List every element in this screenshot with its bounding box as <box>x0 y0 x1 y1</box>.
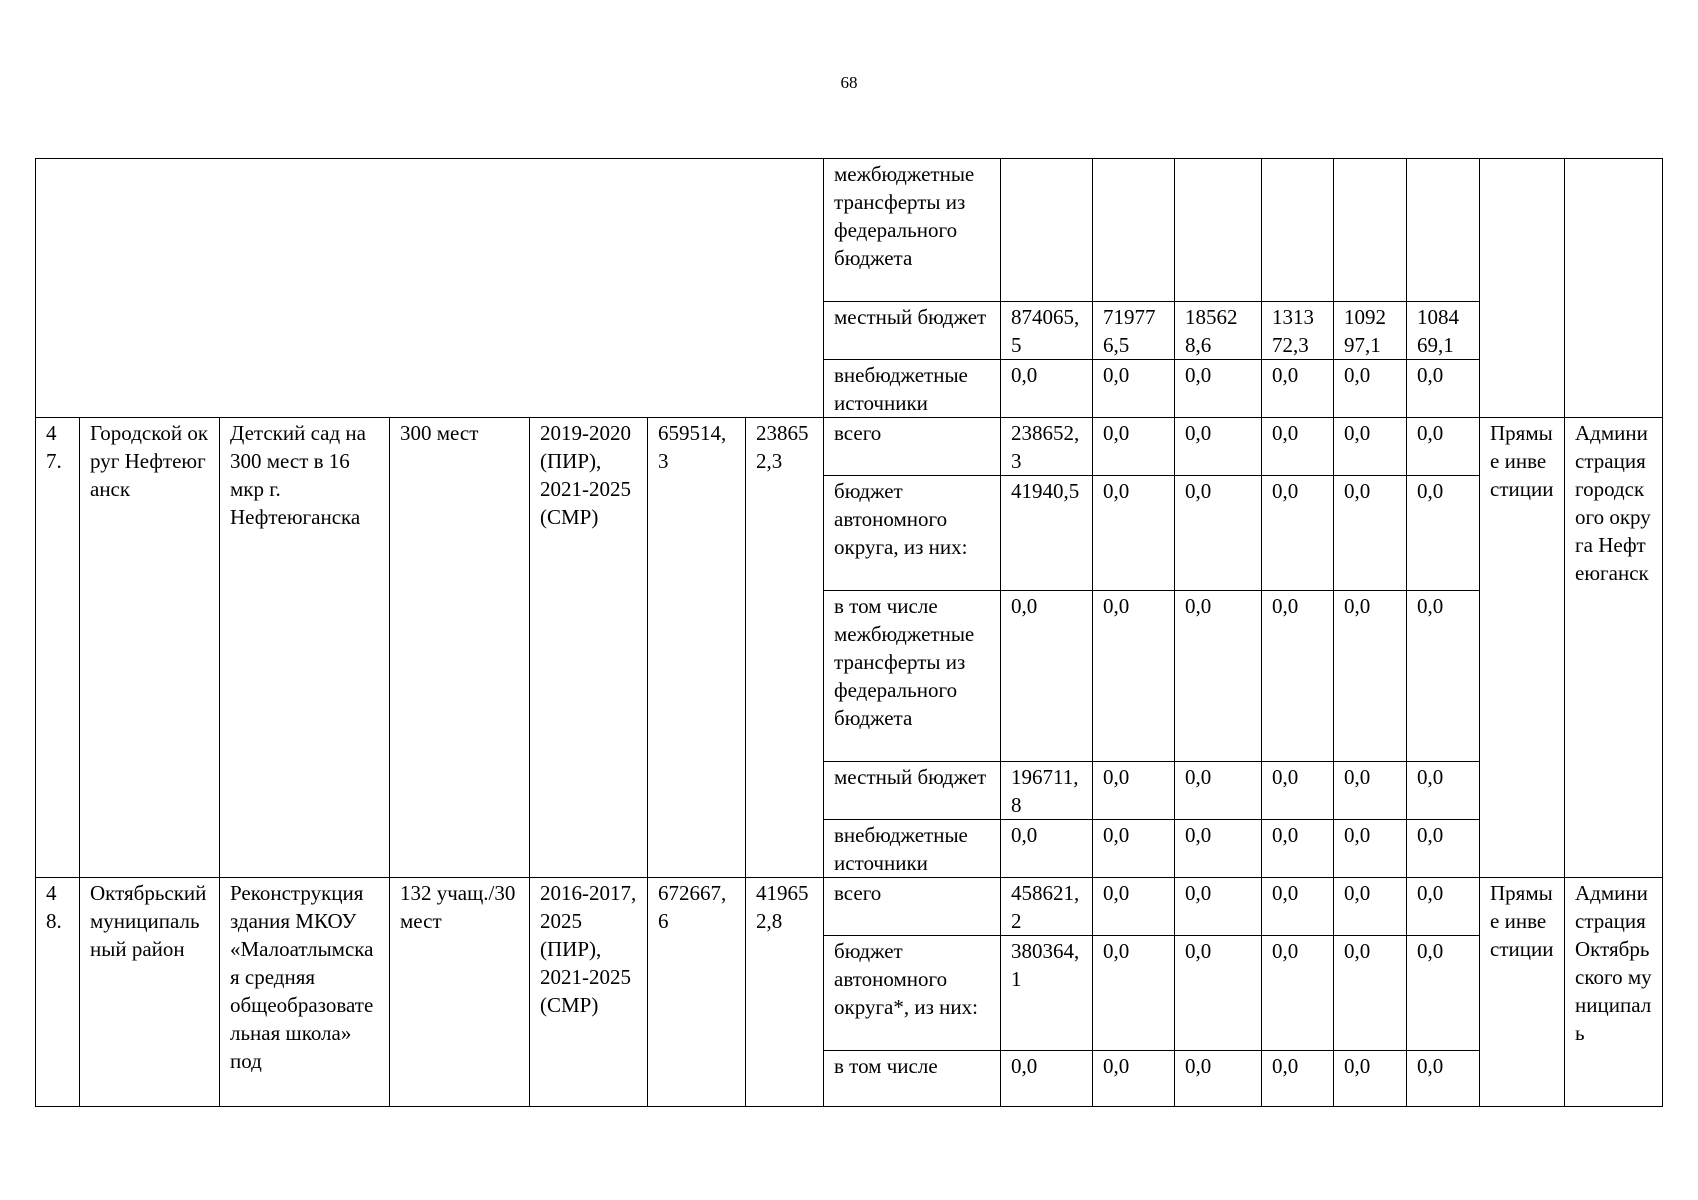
funding-source-label: внебюджетные источники <box>824 360 1001 418</box>
value-cell: 0,0 <box>1407 762 1480 820</box>
value-cell: 0,0 <box>1407 936 1480 1051</box>
value-cell: 238652,3 <box>1001 418 1093 476</box>
value-cell: 458621,2 <box>1001 878 1093 936</box>
customer: Администрация Октябрьского муниципаль <box>1565 878 1663 1107</box>
years: 2016-2017, 2025 (ПИР), 2021-2025 (СМР) <box>530 878 648 1107</box>
funding-source-label: бюджет автономного округа, из них: <box>824 476 1001 591</box>
value-cell: 0,0 <box>1175 591 1262 762</box>
value-cell: 0,0 <box>1407 418 1480 476</box>
item-number: 47. <box>36 418 80 878</box>
value-cell: 0,0 <box>1001 591 1093 762</box>
value-cell: 0,0 <box>1334 936 1407 1051</box>
value-cell: 185628,6 <box>1175 302 1262 360</box>
table-row <box>36 418 1663 476</box>
value-cell: 719776,5 <box>1093 302 1175 360</box>
value-cell: 108469,1 <box>1407 302 1480 360</box>
value-cell: 0,0 <box>1407 591 1480 762</box>
value-cell: 0,0 <box>1093 418 1175 476</box>
blank-cell <box>36 159 824 418</box>
funding-source-label: в том числе <box>824 1051 1001 1107</box>
funding-source-label: всего <box>824 878 1001 936</box>
value-cell: 0,0 <box>1001 360 1093 418</box>
value-cell: 0,0 <box>1262 591 1334 762</box>
value-cell <box>1175 159 1262 302</box>
remaining-cost: 238652,3 <box>746 418 824 878</box>
table-row <box>36 159 1663 302</box>
value-cell: 0,0 <box>1093 820 1175 878</box>
customer: Администрация городского округа Нефтеюганск <box>1565 418 1663 878</box>
blank-cell <box>1480 159 1565 418</box>
funding-source-label: межбюджетные трансферты из федерального бюджета <box>824 159 1001 302</box>
value-cell: 0,0 <box>1175 820 1262 878</box>
value-cell <box>1093 159 1175 302</box>
years: 2019-2020 (ПИР), 2021-2025 (СМР) <box>530 418 648 878</box>
value-cell: 0,0 <box>1334 1051 1407 1107</box>
value-cell: 131372,3 <box>1262 302 1334 360</box>
object-name: Детский сад на 300 мест в 16 мкр г. Нефтеюганска <box>220 418 390 878</box>
value-cell: 0,0 <box>1334 820 1407 878</box>
value-cell: 0,0 <box>1001 1051 1093 1107</box>
capacity: 132 учащ./30 мест <box>390 878 530 1107</box>
value-cell: 0,0 <box>1262 936 1334 1051</box>
remaining-cost: 419652,8 <box>746 878 824 1107</box>
value-cell <box>1001 159 1093 302</box>
value-cell: 380364,1 <box>1001 936 1093 1051</box>
value-cell: 0,0 <box>1175 418 1262 476</box>
value-cell: 0,0 <box>1093 878 1175 936</box>
value-cell: 0,0 <box>1093 1051 1175 1107</box>
funding-source-label: внебюджетные источники <box>824 820 1001 878</box>
value-cell: 0,0 <box>1175 878 1262 936</box>
value-cell: 0,0 <box>1407 360 1480 418</box>
object-name: Реконструкция здания МКОУ «Малоатлымская средняя общеобразовательная школа» под <box>220 878 390 1107</box>
value-cell: 0,0 <box>1334 762 1407 820</box>
value-cell: 0,0 <box>1262 878 1334 936</box>
value-cell: 0,0 <box>1093 476 1175 591</box>
value-cell: 0,0 <box>1093 936 1175 1051</box>
value-cell: 0,0 <box>1093 591 1175 762</box>
budget-table <box>35 158 1663 1107</box>
value-cell: 0,0 <box>1262 418 1334 476</box>
funding-source-label: бюджет автономного округа*, из них: <box>824 936 1001 1051</box>
value-cell <box>1407 159 1480 302</box>
municipality: Городской округ Нефтеюганск <box>80 418 220 878</box>
funding-source-label: местный бюджет <box>824 762 1001 820</box>
value-cell: 0,0 <box>1407 476 1480 591</box>
value-cell: 0,0 <box>1407 878 1480 936</box>
value-cell <box>1262 159 1334 302</box>
value-cell: 41940,5 <box>1001 476 1093 591</box>
value-cell: 0,0 <box>1175 1051 1262 1107</box>
table-row <box>36 878 1663 936</box>
value-cell: 109297,1 <box>1334 302 1407 360</box>
value-cell: 0,0 <box>1175 936 1262 1051</box>
blank-cell <box>1565 159 1663 418</box>
value-cell: 0,0 <box>1175 476 1262 591</box>
value-cell: 0,0 <box>1334 476 1407 591</box>
funding-source-label: местный бюджет <box>824 302 1001 360</box>
value-cell: 0,0 <box>1262 762 1334 820</box>
funding-source-label: всего <box>824 418 1001 476</box>
value-cell: 0,0 <box>1262 360 1334 418</box>
value-cell: 0,0 <box>1334 591 1407 762</box>
value-cell: 0,0 <box>1001 820 1093 878</box>
value-cell: 0,0 <box>1262 820 1334 878</box>
value-cell: 0,0 <box>1334 418 1407 476</box>
item-number: 48. <box>36 878 80 1107</box>
value-cell: 0,0 <box>1175 360 1262 418</box>
investment-form: Прямые инвестиции <box>1480 418 1565 878</box>
value-cell: 0,0 <box>1262 476 1334 591</box>
value-cell: 0,0 <box>1407 1051 1480 1107</box>
value-cell: 0,0 <box>1093 762 1175 820</box>
value-cell: 0,0 <box>1407 820 1480 878</box>
value-cell: 0,0 <box>1334 878 1407 936</box>
value-cell: 0,0 <box>1093 360 1175 418</box>
page-number: 68 <box>840 73 858 92</box>
value-cell: 196711,8 <box>1001 762 1093 820</box>
funding-source-label: в том числе межбюджетные трансферты из федерального бюджета <box>824 591 1001 762</box>
value-cell: 874065,5 <box>1001 302 1093 360</box>
value-cell <box>1334 159 1407 302</box>
value-cell: 0,0 <box>1175 762 1262 820</box>
estimated-cost: 659514,3 <box>648 418 746 878</box>
investment-form: Прямые инвестиции <box>1480 878 1565 1107</box>
municipality: Октябрьский муниципальный район <box>80 878 220 1107</box>
value-cell: 0,0 <box>1334 360 1407 418</box>
estimated-cost: 672667,6 <box>648 878 746 1107</box>
value-cell: 0,0 <box>1262 1051 1334 1107</box>
capacity: 300 мест <box>390 418 530 878</box>
